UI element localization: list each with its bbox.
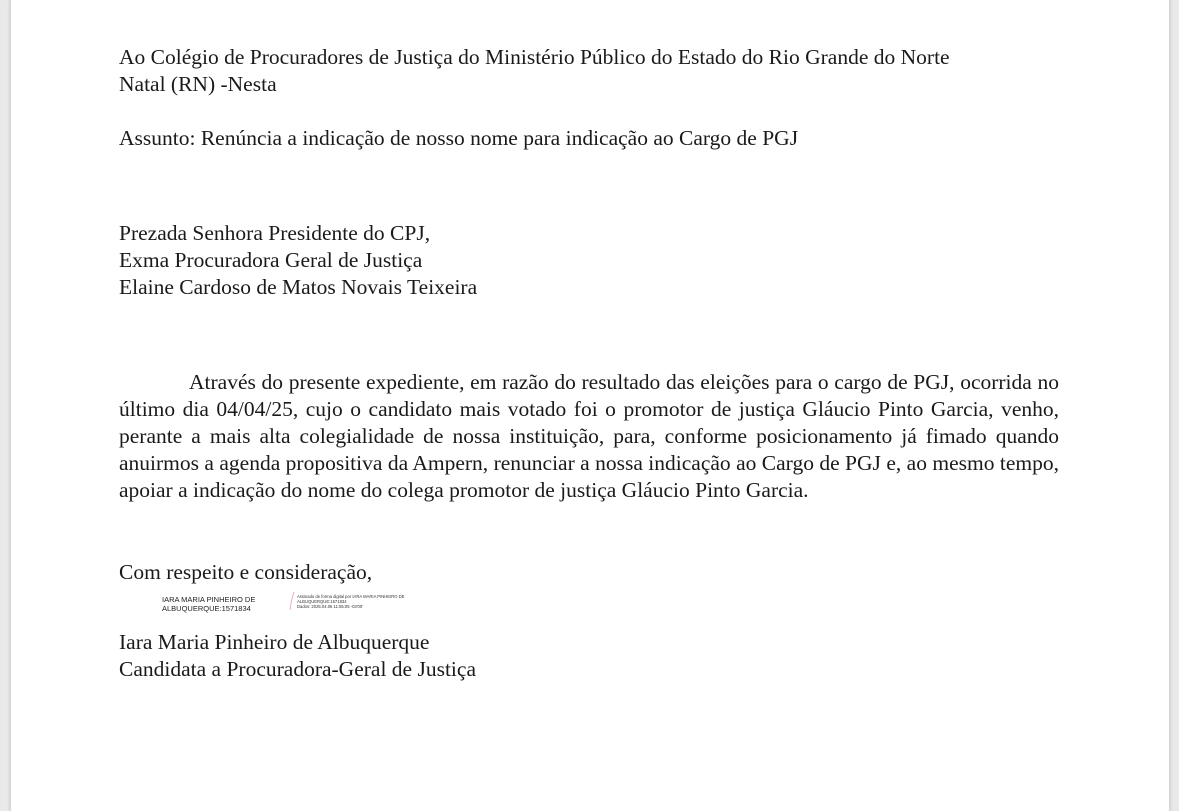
subject-line: Assunto: Renúncia a indicação de nosso nome para indicação ao Cargo de PGJ bbox=[119, 126, 799, 150]
signature-detail-line-1: Assinado de forma digital por IARA MARIA PINHEIRO DE bbox=[297, 594, 405, 599]
salutation-line-1: Prezada Senhora Presidente do CPJ, bbox=[119, 221, 431, 245]
letter-body bbox=[119, 44, 1059, 683]
signer-title: Candidata a Procuradora-Geral de Justiça bbox=[119, 657, 476, 681]
signature-details bbox=[297, 594, 405, 610]
signature-name-line-2: ALBUQUERQUE:1571834 bbox=[162, 604, 251, 613]
spacer bbox=[119, 504, 1059, 559]
salutation-line-2: Exma Procuradora Geral de Justiça bbox=[119, 248, 423, 272]
salutation-line-3: Elaine Cardoso de Matos Novais Teixeira bbox=[119, 275, 478, 299]
recipient-line-2: Natal (RN) -Nesta bbox=[119, 72, 277, 96]
recipient-line-1: Ao Colégio de Procuradores de Justiça do Ministério Público do Estado do Rio Grande do Norte bbox=[119, 45, 950, 69]
signer-name: Iara Maria Pinheiro de Albuquerque bbox=[119, 630, 430, 654]
spacer bbox=[119, 301, 1059, 369]
body-paragraph: Através do presente expediente, em razão do resultado das eleições para o cargo de PGJ, ocorrida no último dia 04/04/25, cujo o candidato mais votado foi o promotor de justiça Gláucio Pinto Garcia, venho, perante a mais alta colegialidade de nossa instituição, para, conforme posicionamento já fimado quando anuirmos a agenda propositiva da Ampern, renunciar a nossa indicação ao Cargo de PGJ e, ao mesmo tempo, apoiar a indicação do nome do colega promotor de justiça Gláucio Pinto Garcia. bbox=[119, 370, 1059, 502]
signature-detail-line-2: ALBUQUERQUE:1571834 bbox=[297, 599, 347, 605]
signature-detail-line-3: Dados: 2025.04.06 11:55:05 -03'00' bbox=[297, 604, 364, 610]
spacer bbox=[119, 152, 1059, 220]
signature-divider-mark bbox=[289, 591, 295, 611]
document-page bbox=[10, 0, 1170, 811]
spacer bbox=[119, 98, 1059, 125]
closing-line: Com respeito e consideração, bbox=[119, 560, 373, 584]
signature-name-line-1: IARA MARIA PINHEIRO DE bbox=[162, 595, 256, 604]
digital-signature-stamp bbox=[119, 589, 1059, 629]
signature-name bbox=[162, 595, 255, 613]
